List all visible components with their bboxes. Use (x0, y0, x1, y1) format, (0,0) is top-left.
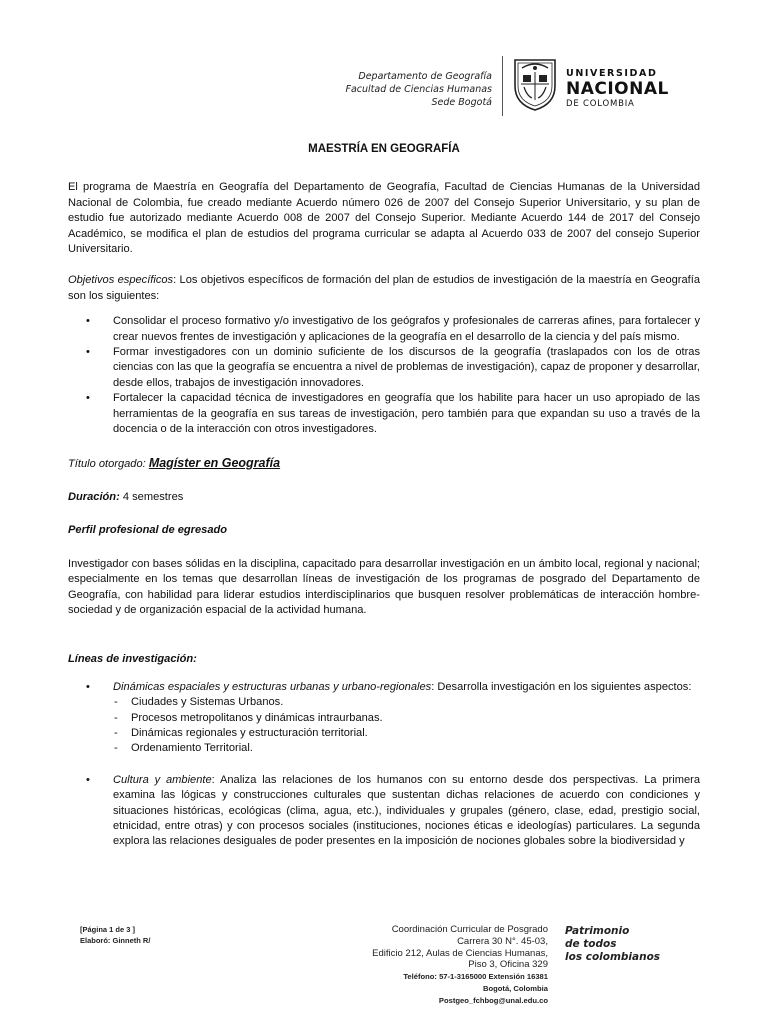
objectives-label: Objetivos específicos (68, 274, 174, 287)
objective-item: • Formar investigadores con un dominio suficiente de los discursos de la geografía (traslapados con los de otras ciencias con las que la geografía se encuentra a nivel de problemas de investigación), capaz de proponer y desarrollar, desde ellos, trabajos de investigación innovadores. (68, 345, 700, 391)
research-line-text: : Desarrolla investigación en los siguientes aspectos: (431, 680, 692, 693)
phone-line: Teléfono: 57-1-3165000 Extensión 16381 (403, 972, 548, 982)
research-line-text: : Analiza las relaciones de los humanos con su entorno desde dos perspectivas. La primera examina las lógicas y construcciones culturales que sustentan dichas relaciones de acuerdo con condiciones y situaciones históricas, ecológicas (clima, agua, etc.), individuales y grupales (género, clase, edad, prestigio social, etnicidad, entre otras) y con procesos sociales (instituciones, nociones éticas e ideologías) particulares. La segunda explora las relaciones desiguales de poder presentes en la imposición de nociones globales sobre la biodiversidad y (113, 773, 700, 848)
department-block (346, 70, 493, 109)
faculty-name: Facultad de Ciencias Humanas (345, 84, 492, 95)
patrimonio-slogan (565, 925, 660, 964)
research-subitem: - Ciudades y Sistemas Urbanos. (113, 695, 700, 710)
research-subitems (113, 695, 700, 757)
objective-item: • Fortalecer la capacidad técnica de investigadores en geografía que los habilite para hacer un uso apropiado de las herramientas de la geografía en sus tareas de investigación, pero también para que expandan su uso a través de la docencia o de la interacción con otros investigadores. (68, 391, 700, 437)
city-line: Bogotá, Colombia (483, 983, 548, 993)
nacional-word: NACIONAL (566, 79, 669, 99)
duration-value: 4 semestres (119, 490, 184, 503)
research-lines-list (68, 680, 700, 850)
profile-paragraph: Investigador con bases sólidas en la disciplina, capacitado para desarrollar investigación en un ámbito local, regional y nacional; especialmente en los temas que desarrollan líneas de investigación de los programas de posgrado del Departamento de Geografía, con habilidad para liderar estudios interdisciplinarios que busquen resolver problemáticas de interacción hombre-sociedad y de organización espacial de la actividad humana. (68, 557, 700, 616)
campus-name: Sede Bogotá (431, 97, 492, 108)
objectives-list (68, 314, 700, 437)
footer-contact (372, 924, 548, 1007)
university-logo-text (566, 68, 669, 110)
university-word: UNIVERSIDAD (566, 68, 658, 79)
research-subitem: - Procesos metropolitanos y dinámicas intraurbanas. (113, 711, 700, 726)
objective-item: • Consolidar el proceso formativo y/o investigativo de los geógrafos y profesionales de carreras afines, para fortalecer y crear nuevos frentes de investigación y aplicaciones de la geografía en el desarrollo de la ciencia y del país mismo. (68, 314, 700, 345)
document-body (68, 140, 700, 850)
intro-paragraph: El programa de Maestría en Geografía del Departamento de Geografía, Facultad de Ciencias Humanas de la Universidad Nacional de Colombia, fue creado mediante Acuerdo número 026 de 2007 del Consejo Superior Universitario, y su plan de estudio fue autorizado mediante Acuerdo 008 de 2007 del Consejo Superior. Mediante Acuerdo 144 de 2017 del Consejo Académico, se modifica el plan de estudios del programa curricular se adapta al Acuerdo 033 de 2007 del consejo Superior Universitario. (68, 181, 700, 256)
degree-value: Magíster en Geografía (148, 455, 281, 470)
duration-label: Duración: (68, 490, 120, 503)
address-line: Carrera 30 N°. 45-03, (457, 935, 548, 947)
objectives-text: : Los objetivos específicos de formación del plan de estudios de investigación de la maestría en Geografía son los siguientes: (68, 274, 700, 302)
header-divider (502, 56, 503, 116)
slogan-line: Patrimonio (565, 925, 630, 937)
profile-heading: Perfil profesional de egresado (68, 524, 228, 537)
research-line-item (68, 773, 700, 850)
author-line: Elaboró: Ginneth R/ (80, 936, 151, 945)
research-subitem: - Dinámicas regionales y estructuración territorial. (113, 726, 700, 741)
address-line: Edificio 212, Aulas de Ciencias Humanas, (372, 947, 548, 959)
research-heading: Líneas de investigación: (68, 653, 197, 666)
degree-label: Título otorgado: (68, 457, 146, 470)
research-line-item (68, 680, 700, 757)
objectives-paragraph (68, 273, 700, 304)
university-seal-icon (512, 56, 558, 112)
page-number: [Página 1 de 3 ] (80, 925, 136, 934)
address-line: Piso 3, Oficina 329 (468, 959, 548, 971)
slogan-line: los colombianos (565, 951, 661, 963)
de-colombia-word: DE COLOMBIA (566, 99, 635, 109)
slogan-line: de todos (565, 938, 617, 950)
research-line-name: Cultura y ambiente (113, 773, 212, 786)
degree-line (68, 456, 700, 472)
coordination-name: Coordinación Curricular de Posgrado (391, 924, 548, 935)
page-title: MAESTRÍA EN GEOGRAFÍA (308, 143, 460, 155)
duration-line (68, 490, 700, 505)
research-line-name: Dinámicas espaciales y estructuras urbanas y urbano-regionales (113, 680, 432, 693)
footer-page-info (80, 924, 150, 946)
department-name: Departamento de Geografía (358, 71, 492, 82)
research-subitem: - Ordenamiento Territorial. (113, 741, 700, 756)
email-line: Postgeo_fchbog@unal.edu.co (438, 995, 548, 1005)
